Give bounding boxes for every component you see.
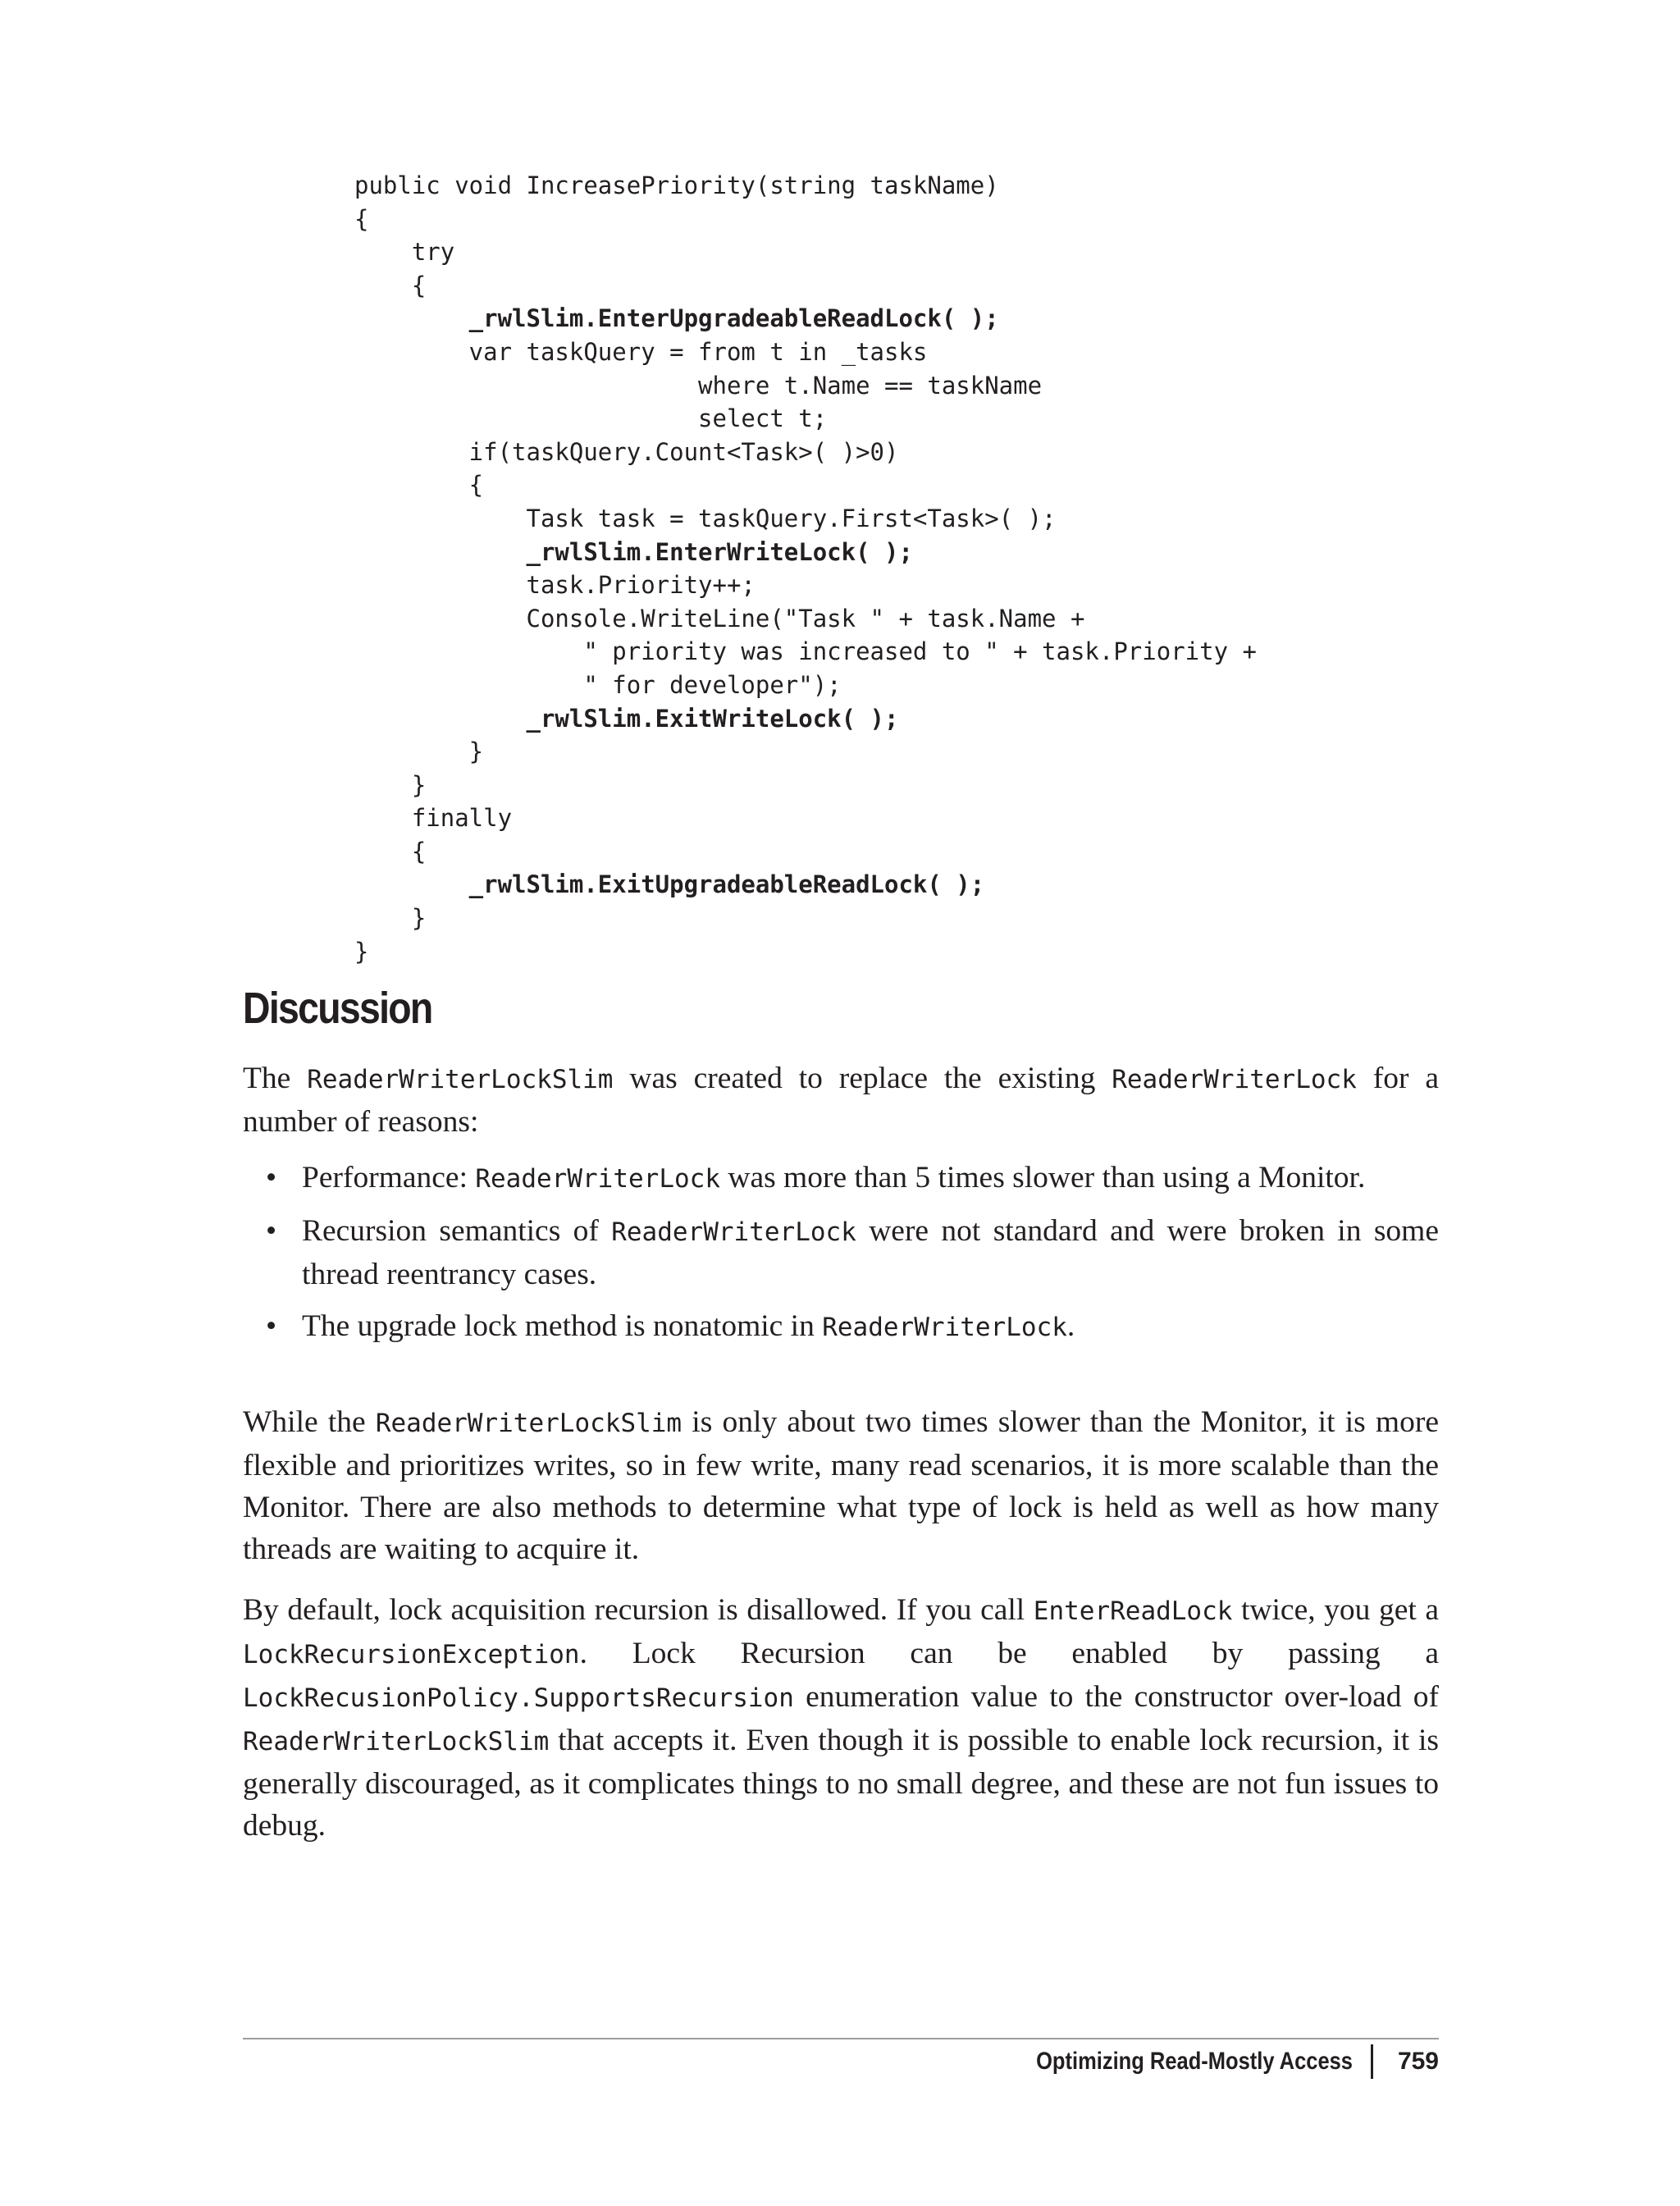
section-heading: Discussion — [243, 984, 432, 1033]
code-line: } — [354, 770, 427, 799]
code-line: } — [354, 904, 427, 933]
code-line: { — [354, 471, 484, 500]
list-item — [243, 1210, 1439, 1295]
bullet-text-2: were not standard and were broken in some thread reentrancy cases. — [302, 1214, 1439, 1291]
code-line: select t; — [354, 404, 828, 433]
recursion-paragraph — [243, 1589, 1439, 1847]
page-footer — [980, 2044, 1439, 2079]
para3-code-3: LockRecusionPolicy.SupportsRecursion — [243, 1683, 794, 1713]
para3-text-5: that accepts it. Even though it is possible to enable lock recursion, it is generally discouraged, as it complicates things to no small degree, and these are not fun issues to debug. — [243, 1724, 1439, 1843]
intro-text-1: The — [243, 1062, 308, 1095]
performance-paragraph — [243, 1401, 1439, 1570]
code-line: " priority was increased to " + task.Priority + — [354, 637, 1257, 666]
bullet-text-2: was more than 5 times slower than using a Monitor. — [719, 1161, 1366, 1194]
code-line: Console.WriteLine("Task " + task.Name + — [354, 604, 1085, 633]
code-line-emphasized: _rwlSlim.ExitUpgradeableReadLock( ); — [354, 870, 985, 899]
para2-text-2: is only about two times slower than the Monitor, it is more flexible and prioritizes writes, so in few write, many read scenarios, it is more scalable than the Monitor. There are also methods to determine what type of lock is held as well as how many threads are waiting to acquire it. — [243, 1405, 1439, 1566]
bullet-code: ReaderWriterLock — [611, 1217, 856, 1247]
list-item — [243, 1157, 1439, 1200]
para3-code-4: ReaderWriterLockSlim — [243, 1727, 550, 1756]
para2-code-1: ReaderWriterLockSlim — [375, 1409, 682, 1438]
code-line: { — [354, 271, 427, 299]
running-footer-title: Optimizing Read-Mostly Access — [1036, 2048, 1353, 2075]
para3-code-2: LockRecursionException — [243, 1640, 580, 1669]
bullet-text-1: Performance: — [302, 1161, 476, 1194]
bullet-code: ReaderWriterLock — [475, 1164, 720, 1194]
intro-code-2: ReaderWriterLock — [1112, 1065, 1357, 1094]
para3-text-1: By default, lock acquisition recursion is disallowed. If you call — [243, 1593, 1034, 1627]
code-line: if(taskQuery.Count<Task>( )>0) — [354, 437, 899, 466]
para2-text-1: While the — [243, 1405, 376, 1439]
bullet-text-1: Recursion semantics of — [302, 1214, 612, 1248]
code-line-emphasized: _rwlSlim.EnterUpgradeableReadLock( ); — [354, 304, 999, 333]
code-line: { — [354, 204, 369, 233]
bullet-icon: • — [266, 1309, 277, 1343]
code-line: { — [354, 837, 427, 866]
page-number: 759 — [1397, 2048, 1439, 2075]
intro-paragraph — [243, 1057, 1439, 1143]
code-line-emphasized: _rwlSlim.EnterWriteLock( ); — [354, 537, 913, 566]
code-line: Task task = taskQuery.First<Task>( ); — [354, 504, 1057, 532]
intro-text-2: was created to replace the existing — [613, 1062, 1112, 1095]
code-line: try — [354, 238, 455, 267]
code-line: } — [354, 937, 369, 966]
bullet-icon: • — [266, 1214, 277, 1248]
code-line: finally — [354, 804, 513, 833]
code-line: " for developer"); — [354, 670, 842, 699]
para3-text-4: enumeration value to the constructor over-load of — [793, 1680, 1439, 1714]
intro-text-3: for a number of reasons: — [243, 1062, 1440, 1139]
code-line: var taskQuery = from t in _tasks — [354, 337, 928, 366]
code-line: } — [354, 738, 484, 766]
code-line-emphasized: _rwlSlim.ExitWriteLock( ); — [354, 704, 899, 733]
bullet-icon: • — [266, 1161, 277, 1194]
para3-code-1: EnterReadLock — [1033, 1596, 1233, 1626]
footer-separator — [1371, 2044, 1373, 2079]
bullet-text-1: The upgrade lock method is nonatomic in — [302, 1309, 823, 1343]
reasons-list — [243, 1157, 1439, 1359]
para3-text-3: . Lock Recursion can be enabled by passing a — [579, 1637, 1439, 1670]
bullet-text-2: . — [1066, 1309, 1075, 1343]
intro-code-1: ReaderWriterLockSlim — [307, 1065, 614, 1094]
para3-text-2: twice, you get a — [1232, 1593, 1439, 1627]
code-line: where t.Name == taskName — [354, 371, 1043, 400]
code-line: task.Priority++; — [354, 571, 756, 600]
list-item — [243, 1305, 1439, 1349]
bullet-code: ReaderWriterLock — [822, 1313, 1067, 1342]
code-line: public void IncreasePriority(string taskName) — [354, 171, 999, 199]
code-listing — [354, 169, 1257, 968]
footer-divider — [243, 2038, 1439, 2039]
